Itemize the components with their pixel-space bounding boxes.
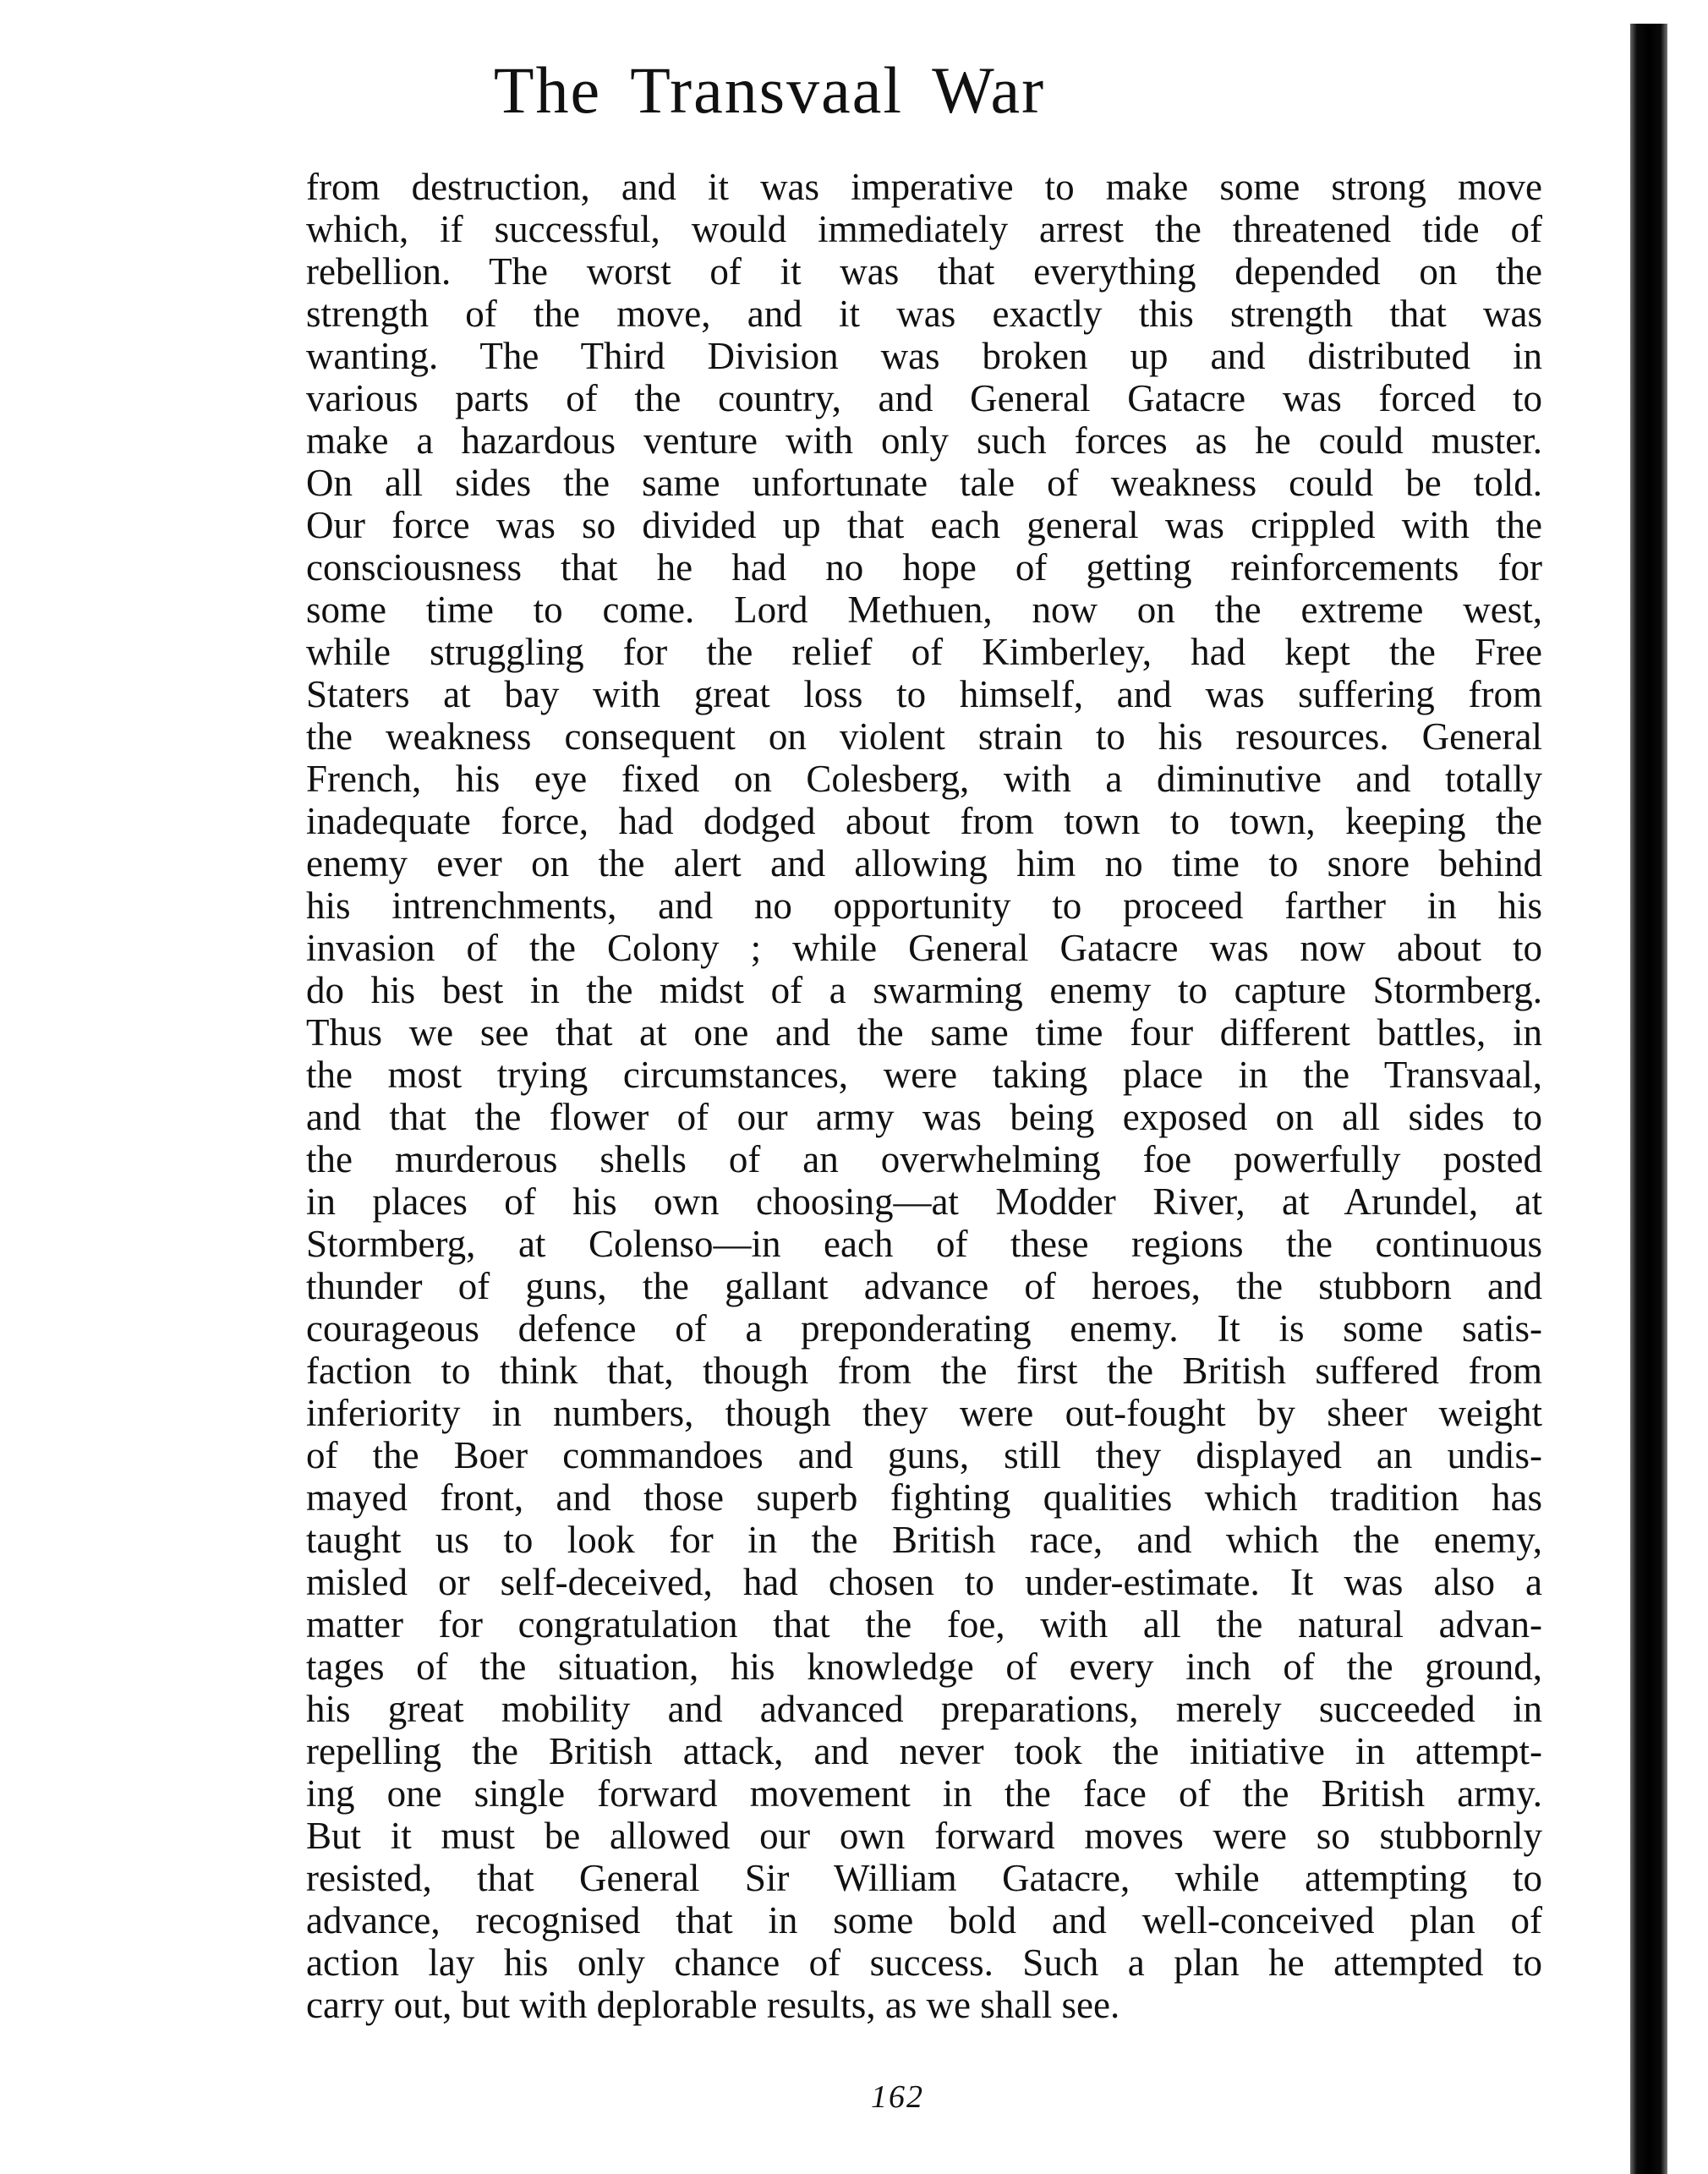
page-number: 162 — [871, 2079, 924, 2115]
text-line: But it must be allowed our own forward moves were so stubbornly — [306, 1815, 1542, 1857]
text-line: ing one single forward movement in the face of the British army. — [306, 1772, 1542, 1815]
text-line: in places of his own choosing—at Modder River, at Arundel, at — [306, 1180, 1542, 1223]
text-line: wanting. The Third Division was broken up and distributed in — [306, 335, 1542, 377]
text-line: Thus we see that at one and the same time four different battles, in — [306, 1011, 1542, 1054]
text-line: the murderous shells of an overwhelming foe powerfully posted — [306, 1138, 1542, 1180]
text-line: tages of the situation, his knowledge of every inch of the ground, — [306, 1646, 1542, 1688]
text-line: courageous defence of a preponderating enemy. It is some satis- — [306, 1307, 1542, 1350]
text-line: French, his eye fixed on Colesberg, with a diminutive and totally — [306, 758, 1542, 800]
text-line: Our force was so divided up that each general was crippled with the — [306, 504, 1542, 546]
text-line: resisted, that General Sir William Gatacre, while attempting to — [306, 1857, 1542, 1899]
text-line: repelling the British attack, and never took the initiative in attempt- — [306, 1730, 1542, 1772]
text-line: the most trying circumstances, were taking place in the Transvaal, — [306, 1054, 1542, 1096]
text-line: inadequate force, had dodged about from town to town, keeping the — [306, 800, 1542, 842]
text-line: his great mobility and advanced preparations, merely succeeded in — [306, 1688, 1542, 1730]
text-line: inferiority in numbers, though they were out-fought by sheer weight — [306, 1392, 1542, 1434]
text-line: Staters at bay with great loss to himself, and was suffering from — [306, 673, 1542, 715]
text-line: some time to come. Lord Methuen, now on the extreme west, — [306, 589, 1542, 631]
binding-edge-shadow — [1630, 24, 1667, 2174]
text-line: advance, recognised that in some bold and well-conceived plan of — [306, 1899, 1542, 1941]
text-line: On all sides the same unfortunate tale of weakness could be told. — [306, 462, 1542, 504]
text-line: carry out, but with deplorable results, as we shall see. — [306, 1984, 1120, 2026]
text-line: which, if successful, would immediately arrest the threatened tide of — [306, 208, 1542, 250]
text-line: taught us to look for in the British race, and which the enemy, — [306, 1519, 1542, 1561]
text-line: faction to think that, though from the first the British suffered from — [306, 1350, 1542, 1392]
text-line: misled or self-deceived, had chosen to under-estimate. It was also a — [306, 1561, 1542, 1603]
text-line: action lay his only chance of success. Such a plan he attempted to — [306, 1941, 1542, 1984]
text-line: various parts of the country, and General Gatacre was forced to — [306, 377, 1542, 419]
text-line: invasion of the Colony ; while General Gatacre was now about to — [306, 927, 1542, 969]
text-line: Stormberg, at Colenso—in each of these regions the continuous — [306, 1223, 1542, 1265]
text-line: strength of the move, and it was exactly this strength that was — [306, 293, 1542, 335]
text-line: while struggling for the relief of Kimberley, had kept the Free — [306, 631, 1542, 673]
text-line: consciousness that he had no hope of getting reinforcements for — [306, 546, 1542, 589]
text-line: make a hazardous venture with only such forces as he could muster. — [306, 419, 1542, 462]
text-line: rebellion. The worst of it was that everything depended on the — [306, 250, 1542, 293]
running-title: The Transvaal War — [493, 53, 1046, 127]
text-line: and that the flower of our army was being exposed on all sides to — [306, 1096, 1542, 1138]
body-text — [306, 166, 1542, 2026]
text-line: do his best in the midst of a swarming enemy to capture Stormberg. — [306, 969, 1542, 1011]
text-line: matter for congratulation that the foe, with all the natural advan- — [306, 1603, 1542, 1646]
text-line: from destruction, and it was imperative to make some strong move — [306, 166, 1542, 208]
text-line: thunder of guns, the gallant advance of heroes, the stubborn and — [306, 1265, 1542, 1307]
text-line: mayed front, and those superb fighting qualities which tradition has — [306, 1476, 1542, 1519]
text-line: the weakness consequent on violent strain to his resources. General — [306, 715, 1542, 758]
text-line: enemy ever on the alert and allowing him no time to snore behind — [306, 842, 1542, 884]
text-line: his intrenchments, and no opportunity to proceed farther in his — [306, 884, 1542, 927]
text-line: of the Boer commandoes and guns, still they displayed an undis- — [306, 1434, 1542, 1476]
